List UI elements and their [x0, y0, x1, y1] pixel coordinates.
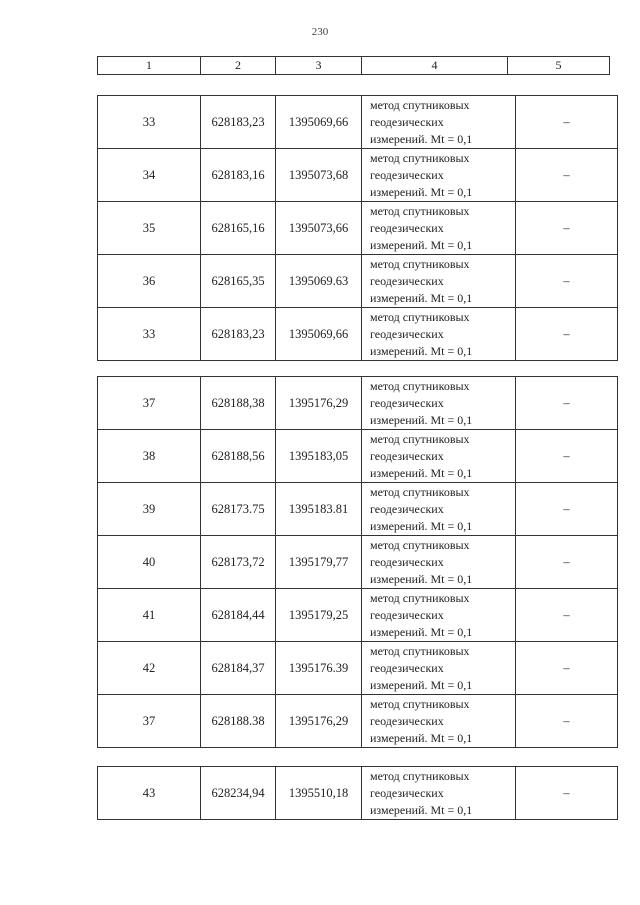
- method-line: метод спутниковых: [370, 537, 470, 552]
- note-cell: –: [516, 642, 618, 695]
- x-coordinate-cell: 628173,72: [201, 536, 276, 589]
- table-row: [98, 96, 618, 149]
- table-row: [98, 767, 618, 820]
- method-line: метод спутниковых: [370, 431, 470, 446]
- method-line: метод спутниковых: [370, 256, 470, 271]
- method-cell: [362, 767, 516, 820]
- method-line: измерений. Mt = 0,1: [370, 465, 473, 480]
- method-line: геодезических: [370, 220, 444, 235]
- method-line: измерений. Mt = 0,1: [370, 184, 473, 199]
- point-number-cell: 41: [98, 589, 201, 642]
- method-line: измерений. Mt = 0,1: [370, 412, 473, 427]
- x-coordinate-cell: 628183,16: [201, 149, 276, 202]
- point-number-cell: 33: [98, 96, 201, 149]
- point-number-cell: 43: [98, 767, 201, 820]
- y-coordinate-cell: 1395176,29: [276, 695, 362, 748]
- y-coordinate-cell: 1395069,66: [276, 96, 362, 149]
- x-coordinate-cell: 628184,37: [201, 642, 276, 695]
- note-cell: –: [516, 255, 618, 308]
- method-line: метод спутниковых: [370, 309, 470, 324]
- column-header: 5: [508, 57, 610, 75]
- method-line: геодезических: [370, 273, 444, 288]
- method-cell: [362, 695, 516, 748]
- y-coordinate-cell: 1395183.81: [276, 483, 362, 536]
- note-cell: –: [516, 589, 618, 642]
- point-number-cell: 39: [98, 483, 201, 536]
- method-line: геодезических: [370, 114, 444, 129]
- column-header: 1: [98, 57, 201, 75]
- column-header: 2: [201, 57, 276, 75]
- point-number-cell: 40: [98, 536, 201, 589]
- method-line: метод спутниковых: [370, 696, 470, 711]
- method-line: геодезических: [370, 448, 444, 463]
- column-header: 3: [276, 57, 362, 75]
- y-coordinate-cell: 1395073,68: [276, 149, 362, 202]
- x-coordinate-cell: 628165,16: [201, 202, 276, 255]
- method-line: геодезических: [370, 395, 444, 410]
- x-coordinate-cell: 628188,56: [201, 430, 276, 483]
- method-line: метод спутниковых: [370, 484, 470, 499]
- method-line: метод спутниковых: [370, 378, 470, 393]
- note-cell: –: [516, 377, 618, 430]
- method-line: измерений. Mt = 0,1: [370, 802, 473, 817]
- table-row: [98, 695, 618, 748]
- method-line: измерений. Mt = 0,1: [370, 290, 473, 305]
- page-number: 230: [311, 26, 329, 38]
- method-cell: [362, 642, 516, 695]
- y-coordinate-cell: 1395069.63: [276, 255, 362, 308]
- x-coordinate-cell: 628173.75: [201, 483, 276, 536]
- x-coordinate-cell: 628183,23: [201, 308, 276, 361]
- table-row: [98, 483, 618, 536]
- method-cell: [362, 377, 516, 430]
- note-cell: –: [516, 202, 618, 255]
- point-number-cell: 36: [98, 255, 201, 308]
- method-line: метод спутниковых: [370, 643, 470, 658]
- method-cell: [362, 202, 516, 255]
- method-line: измерений. Mt = 0,1: [370, 237, 473, 252]
- coordinates-table-group: [97, 95, 618, 361]
- note-cell: –: [516, 536, 618, 589]
- point-number-cell: 34: [98, 149, 201, 202]
- x-coordinate-cell: 628184,44: [201, 589, 276, 642]
- method-line: геодезических: [370, 554, 444, 569]
- y-coordinate-cell: 1395069,66: [276, 308, 362, 361]
- table-row: [98, 430, 618, 483]
- method-line: геодезических: [370, 501, 444, 516]
- column-header: 4: [362, 57, 508, 75]
- method-cell: [362, 589, 516, 642]
- y-coordinate-cell: 1395183,05: [276, 430, 362, 483]
- method-line: метод спутниковых: [370, 590, 470, 605]
- table-row: [98, 589, 618, 642]
- method-cell: [362, 255, 516, 308]
- method-cell: [362, 483, 516, 536]
- table-row: [98, 149, 618, 202]
- method-line: измерений. Mt = 0,1: [370, 343, 473, 358]
- method-line: метод спутниковых: [370, 97, 470, 112]
- point-number-cell: 38: [98, 430, 201, 483]
- y-coordinate-cell: 1395179,25: [276, 589, 362, 642]
- x-coordinate-cell: 628188,38: [201, 377, 276, 430]
- y-coordinate-cell: 1395176.39: [276, 642, 362, 695]
- y-coordinate-cell: 1395510,18: [276, 767, 362, 820]
- note-cell: –: [516, 149, 618, 202]
- method-line: измерений. Mt = 0,1: [370, 730, 473, 745]
- method-cell: [362, 149, 516, 202]
- point-number-cell: 35: [98, 202, 201, 255]
- point-number-cell: 37: [98, 377, 201, 430]
- method-line: геодезических: [370, 607, 444, 622]
- y-coordinate-cell: 1395176,29: [276, 377, 362, 430]
- x-coordinate-cell: 628188.38: [201, 695, 276, 748]
- method-line: геодезических: [370, 713, 444, 728]
- point-number-cell: 42: [98, 642, 201, 695]
- coordinates-table-group: [97, 766, 618, 820]
- y-coordinate-cell: 1395073,66: [276, 202, 362, 255]
- method-cell: [362, 96, 516, 149]
- point-number-cell: 33: [98, 308, 201, 361]
- method-cell: [362, 430, 516, 483]
- y-coordinate-cell: 1395179,77: [276, 536, 362, 589]
- note-cell: –: [516, 483, 618, 536]
- note-cell: –: [516, 695, 618, 748]
- method-line: измерений. Mt = 0,1: [370, 131, 473, 146]
- table-row: [98, 308, 618, 361]
- table-row: [98, 642, 618, 695]
- method-line: геодезических: [370, 326, 444, 341]
- method-line: геодезических: [370, 167, 444, 182]
- coordinates-table-group: [97, 376, 618, 748]
- method-line: измерений. Mt = 0,1: [370, 571, 473, 586]
- method-line: измерений. Mt = 0,1: [370, 518, 473, 533]
- table-row: [98, 377, 618, 430]
- table-row: [98, 255, 618, 308]
- method-cell: [362, 308, 516, 361]
- method-line: геодезических: [370, 785, 444, 800]
- method-line: измерений. Mt = 0,1: [370, 677, 473, 692]
- method-line: геодезических: [370, 660, 444, 675]
- note-cell: –: [516, 767, 618, 820]
- method-line: метод спутниковых: [370, 150, 470, 165]
- method-line: метод спутниковых: [370, 203, 470, 218]
- coordinates-table-header: [97, 56, 610, 75]
- method-line: метод спутниковых: [370, 768, 470, 783]
- x-coordinate-cell: 628234,94: [201, 767, 276, 820]
- table-row: [98, 536, 618, 589]
- x-coordinate-cell: 628165,35: [201, 255, 276, 308]
- note-cell: –: [516, 430, 618, 483]
- x-coordinate-cell: 628183,23: [201, 96, 276, 149]
- point-number-cell: 37: [98, 695, 201, 748]
- table-row: [98, 202, 618, 255]
- method-cell: [362, 536, 516, 589]
- note-cell: –: [516, 96, 618, 149]
- column-header-row: [98, 57, 610, 75]
- method-line: измерений. Mt = 0,1: [370, 624, 473, 639]
- note-cell: –: [516, 308, 618, 361]
